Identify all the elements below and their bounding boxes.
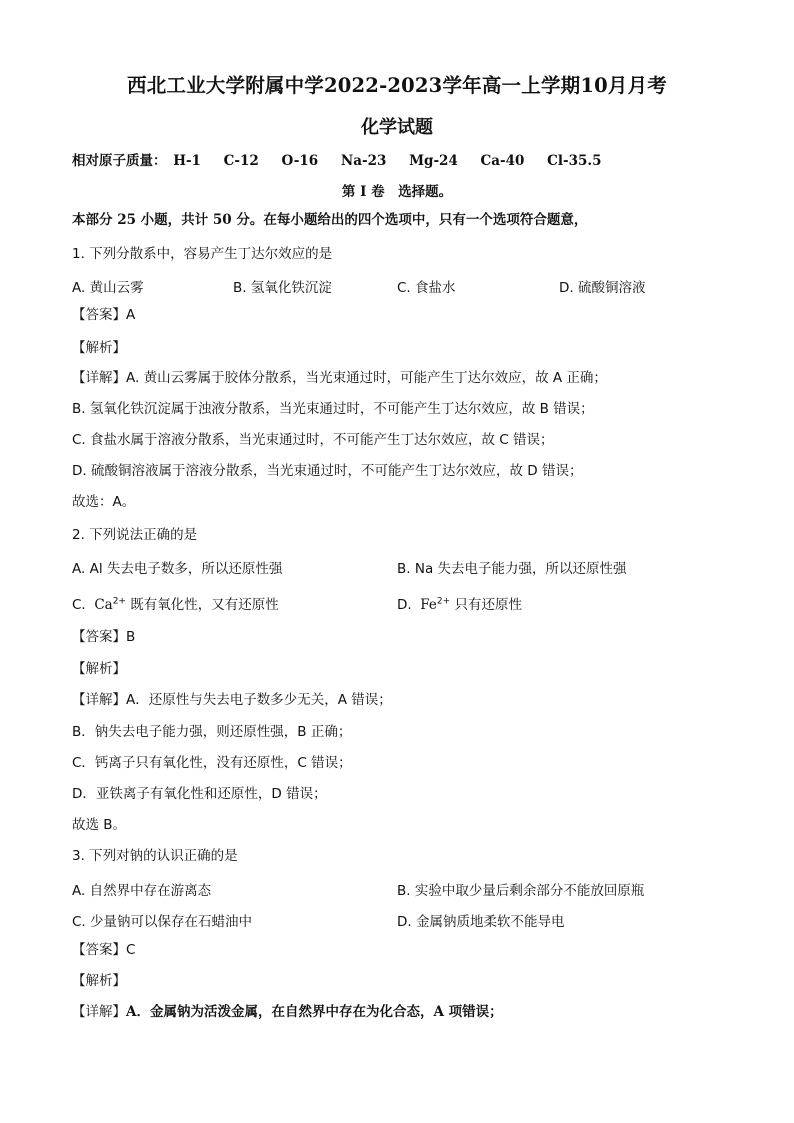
q2-detail-d: D．亚铁离子有氧化性和还原性，D 错误； [72, 786, 327, 802]
atomic-mass-row [72, 149, 620, 169]
q2-option-c [72, 593, 279, 613]
q2-option-c-text: 既有氧化性，又有还原性 [130, 597, 279, 613]
atomic-mass-mg: Mg-24 [409, 153, 458, 169]
instructions: 本部分 25 小题，共计 50 分。在每小题给出的四个选项中，只有一个选项符合题意， [72, 212, 588, 228]
atomic-mass-na: Na-23 [340, 153, 387, 169]
q2-option-d-text: 只有还原性 [454, 597, 522, 613]
page-subtitle: 化学试题 [361, 117, 433, 138]
atomic-mass-label: 相对原子质量： [72, 153, 167, 169]
q1-option-a: A. 黄山云雾 [72, 280, 144, 296]
q2-answer: 【答案】B [72, 629, 136, 645]
q1-detail-c: C. 食盐水属于溶液分散系，当光束通过时，不可能产生丁达尔效应，故 C 错误； [72, 432, 554, 448]
q1-option-d: D. 硫酸铜溶液 [559, 280, 646, 296]
atomic-mass-c: C-12 [223, 153, 259, 169]
page-title: 西北工业大学附属中学2022-2023学年高一上学期10月月考 [127, 74, 667, 97]
q2-option-d-charge: 2+ [436, 596, 451, 607]
q3-analysis-label: 【解析】 [72, 973, 126, 989]
q2-detail-a: 【详解】A．还原性与失去电子数多少无关，A 错误； [72, 692, 392, 708]
q2-analysis-label: 【解析】 [72, 661, 126, 677]
q1-answer: 【答案】A [72, 307, 136, 323]
q2-option-c-charge: 2+ [112, 596, 126, 607]
q3-option-d: D. 金属钠质地柔软不能导电 [397, 914, 565, 930]
q3-detail-prefix: 【详解】 [72, 1004, 126, 1020]
q2-detail-b: B．钠失去电子能力强，则还原性强，B 正确； [72, 724, 352, 740]
atomic-mass-cl: Cl-35.5 [547, 153, 602, 169]
q1-detail-b: B. 氢氧化铁沉淀属于浊液分散系，当光束通过时，不可能产生丁达尔效应，故 B 错误； [72, 401, 594, 417]
q1-stem: 1. 下列分散系中，容易产生丁达尔效应的是 [72, 246, 333, 262]
q3-answer: 【答案】C [72, 942, 136, 958]
atomic-mass-ca: Ca-40 [480, 153, 525, 169]
q3-option-a: A. 自然界中存在游离态 [72, 883, 212, 899]
q3-detail-a [72, 1003, 503, 1021]
q2-option-d-ion: Fe [420, 597, 437, 613]
q1-detail-d: D. 硫酸铜溶液属于溶液分散系，当光束通过时，不可能产生丁达尔效应，故 D 错误； [72, 463, 583, 479]
q2-option-c-prefix: C. [72, 597, 86, 613]
q2-option-b: B. Na 失去电子能力强，所以还原性强 [397, 561, 627, 577]
q2-detail-c: C．钙离子只有氧化性，没有还原性，C 错误； [72, 755, 352, 771]
q2-option-a: A. Al 失去电子数多，所以还原性强 [72, 561, 283, 577]
q3-stem: 3. 下列对钠的认识正确的是 [72, 848, 238, 864]
q1-option-b: B. 氢氧化铁沉淀 [233, 280, 332, 296]
section-heading: 第 I 卷 选择题。 [341, 184, 453, 200]
q2-option-d [397, 593, 522, 613]
q1-conclusion: 故选：A。 [72, 494, 136, 510]
q3-option-c: C. 少量钠可以保存在石蜡油中 [72, 914, 253, 930]
q1-detail-a: 【详解】A. 黄山云雾属于胶体分散系，当光束通过时，可能产生丁达尔效应，故 A 正确； [72, 370, 607, 386]
atomic-mass-o: O-16 [281, 153, 319, 169]
q2-conclusion: 故选 B。 [72, 817, 127, 833]
q2-option-c-ion: Ca [94, 597, 113, 613]
q3-detail-text: A．金属钠为活泼金属，在自然界中存在为化合态，A 项错误； [126, 1004, 503, 1020]
atomic-mass-h: H-1 [173, 153, 201, 169]
q2-option-d-prefix: D. [397, 597, 412, 613]
q2-stem: 2. 下列说法正确的是 [72, 527, 198, 543]
q3-option-b: B. 实验中取少量后剩余部分不能放回原瓶 [397, 883, 645, 899]
q1-option-c: C. 食盐水 [397, 280, 456, 296]
q1-analysis-label: 【解析】 [72, 340, 126, 356]
